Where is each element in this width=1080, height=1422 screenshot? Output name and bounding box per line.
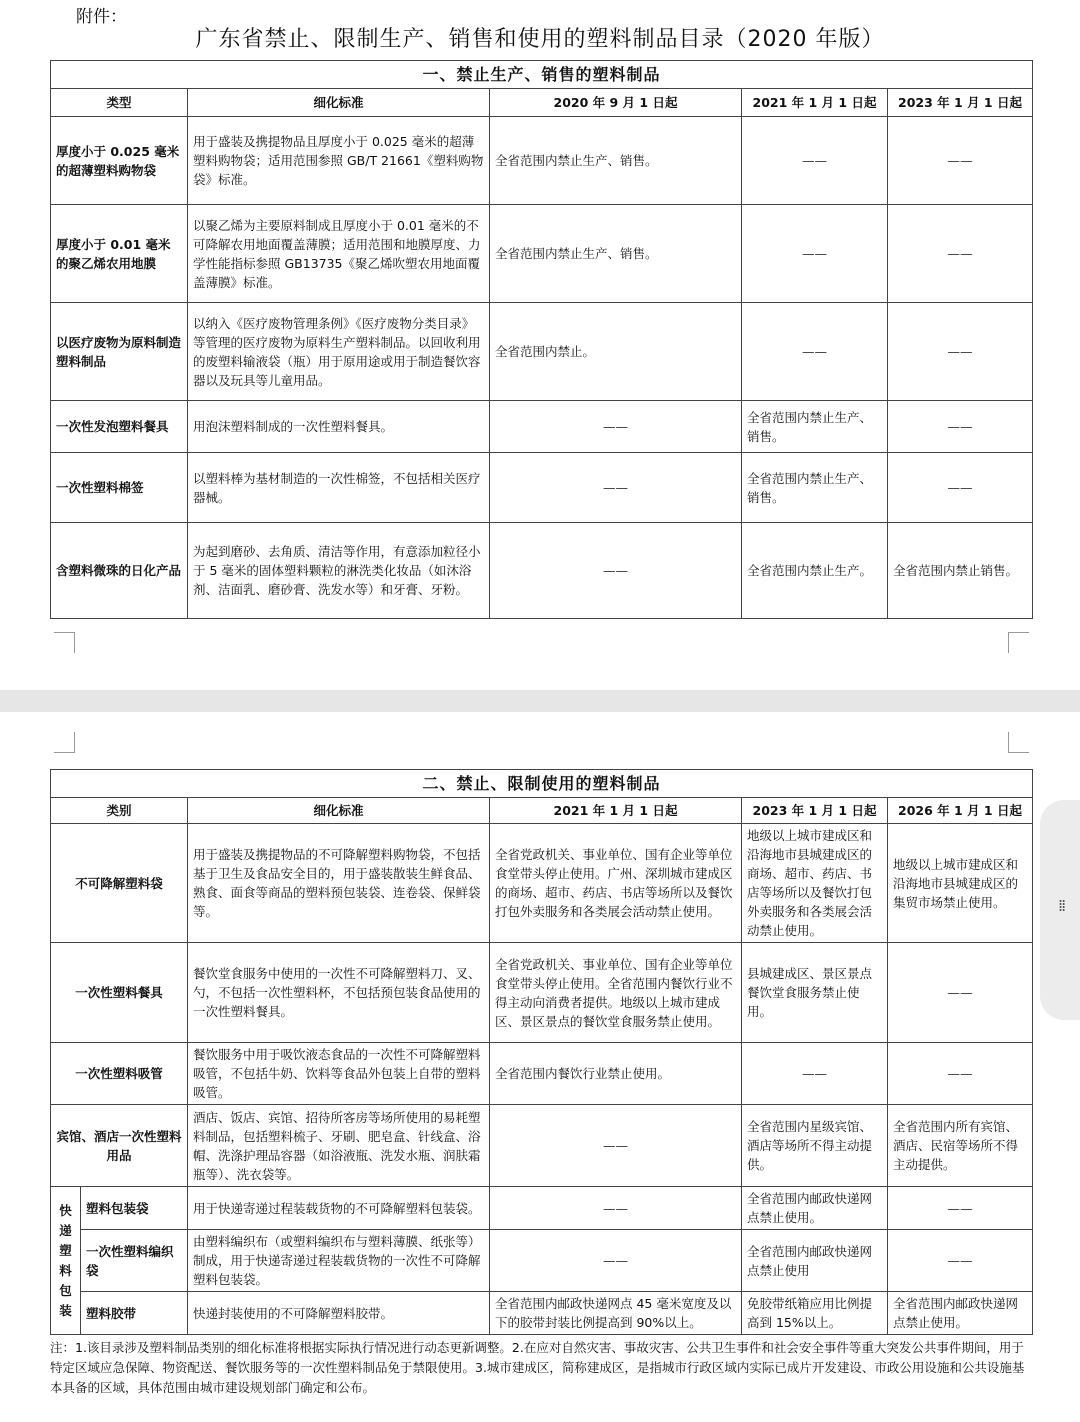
row-type: 厚度小于 0.025 毫米的超薄塑料购物袋 [51,117,188,205]
column-header: 类别 [51,798,188,824]
row-cell: —— [888,205,1033,303]
row-standard: 用于盛装及携提物品的不可降解塑料购物袋，不包括基于卫生及食品安全目的，用于盛装散装生鲜食品、熟食、面食等商品的塑料预包装袋、连卷袋、保鲜袋等。 [188,824,490,943]
row-cell: 全省范围内禁止生产、销售。 [742,401,888,453]
table-row [51,1187,1033,1230]
row-type: 不可降解塑料袋 [51,824,188,943]
document-page-1 [0,0,1080,690]
table-row [51,1230,1033,1292]
table-row [51,117,1033,205]
row-cell: 地级以上城市建成区和沿海地市县城建成区的集贸市场禁止使用。 [888,824,1033,943]
table-row [51,1105,1033,1187]
row-cell: —— [490,523,742,619]
row-cell: —— [888,1043,1033,1105]
page-corner-mark [54,732,75,753]
drag-grip-icon[interactable]: ⁞⁞ [1058,896,1065,915]
row-type: 一次性塑料吸管 [51,1043,188,1105]
page-corner-mark [1008,632,1029,653]
row-standard: 以塑料棒为基材制造的一次性棉签，不包括相关医疗器械。 [188,453,490,523]
row-cell: —— [888,401,1033,453]
row-type: 塑料包装袋 [81,1187,188,1230]
column-header: 2021 年 1 月 1 日起 [490,798,742,824]
page-corner-mark [54,632,75,653]
row-type: 塑料胶带 [81,1292,188,1335]
row-cell: —— [888,303,1033,401]
row-cell: —— [490,1105,742,1187]
table-row [51,523,1033,619]
table-row [51,453,1033,523]
section-title: 二、禁止、限制使用的塑料制品 [51,770,1033,798]
attachment-label: 附件： [76,7,127,27]
row-cell: —— [490,1187,742,1230]
column-header: 类型 [51,89,188,117]
row-cell: 全省范围内所有宾馆、酒店、民宿等场所不得主动提供。 [888,1105,1033,1187]
table-row [51,205,1033,303]
row-type: 含塑料微珠的日化产品 [51,523,188,619]
row-type: 宾馆、酒店一次性塑料用品 [51,1105,188,1187]
table-row [51,824,1033,943]
row-standard: 快递封装使用的不可降解塑料胶带。 [188,1292,490,1335]
row-standard: 以纳入《医疗废物管理条例》《医疗废物分类目录》等管理的医疗废物为原料生产塑料制品。以回收利用的废塑料输液袋（瓶）用于原用途或用于制造餐饮容器以及玩具等儿童用品。 [188,303,490,401]
row-cell: —— [490,401,742,453]
ban-production-table [50,60,1033,619]
row-standard: 以聚乙烯为主要原料制成且厚度小于 0.01 毫米的不可降解农用地面覆盖薄膜；适用范围和地膜厚度、力学性能指标参照 GB13735《聚乙烯吹塑农用地面覆盖薄膜》标准。 [188,205,490,303]
row-cell: —— [888,117,1033,205]
row-standard: 用于盛装及携提物品且厚度小于 0.025 毫米的超薄塑料购物袋；适用范围参照 GB/T 21661《塑料购物袋》标准。 [188,117,490,205]
page-separator [0,690,1080,712]
row-cell: —— [742,205,888,303]
row-cell: —— [888,453,1033,523]
column-header: 2026 年 1 月 1 日起 [888,798,1033,824]
row-cell: —— [888,1230,1033,1292]
row-cell: 全省范围内禁止生产。 [742,523,888,619]
table-row [51,1043,1033,1105]
row-cell: 全省党政机关、事业单位、国有企业等单位食堂带头停止使用。全省范围内餐饮行业不得主动向消费者提供。地级以上城市建成区、景区景点的餐饮堂食服务禁止使用。 [490,943,742,1043]
row-type: 一次性塑料餐具 [51,943,188,1043]
row-cell: 全省范围内星级宾馆、酒店等场所不得主动提供。 [742,1105,888,1187]
row-cell: 全省范围内禁止生产、销售。 [742,453,888,523]
row-standard: 用泡沫塑料制成的一次性塑料餐具。 [188,401,490,453]
row-standard: 由塑料编织布（或塑料编织布与塑料薄膜、纸张等）制成，用于快递寄递过程装载货物的一次性不可降解塑料包装袋。 [188,1230,490,1292]
column-header: 2023 年 1 月 1 日起 [888,89,1033,117]
row-standard: 餐饮堂食服务中使用的一次性不可降解塑料刀、叉、勺，不包括一次性塑料杯，不包括预包装食品使用的一次性塑料餐具。 [188,943,490,1043]
row-cell: 全省范围内禁止销售。 [888,523,1033,619]
row-cell: 全省范围内邮政快递网点禁止使用 [742,1230,888,1292]
row-cell: 地级以上城市建成区和沿海地市县城建成区的商场、超市、药店、书店等场所以及餐饮打包外卖服务和各类展会活动禁止使用。 [742,824,888,943]
express-group-text: 快 递 塑 料 包 装 [59,1202,72,1318]
row-cell: —— [490,453,742,523]
row-type: 一次性塑料棉签 [51,453,188,523]
row-type: 厚度小于 0.01 毫米的聚乙烯农用地膜 [51,205,188,303]
row-standard: 酒店、饭店、宾馆、招待所客房等场所使用的易耗塑料制品，包括塑料梳子、牙刷、肥皂盒、针线盒、浴帽、洗涤护理品容器（如浴液瓶、洗发水瓶、润肤霜瓶等）、洗衣袋等。 [188,1105,490,1187]
row-cell: 全省范围内禁止生产、销售。 [490,205,742,303]
row-cell: —— [742,1043,888,1105]
row-cell: 免胶带纸箱应用比例提高到 15%以上。 [742,1292,888,1335]
page-corner-mark [1008,732,1029,753]
column-header: 2020 年 9 月 1 日起 [490,89,742,117]
column-header: 细化标准 [188,89,490,117]
row-cell: 全省范围内邮政快递网点禁止使用。 [742,1187,888,1230]
row-cell: —— [742,117,888,205]
row-cell: —— [742,303,888,401]
row-cell: 全省范围内邮政快递网点禁止使用。 [888,1292,1033,1335]
table-row [51,943,1033,1043]
ban-use-table [50,769,1033,1335]
table-row [51,1292,1033,1335]
table-row [51,303,1033,401]
row-cell: 全省范围内邮政快递网点 45 毫米宽度及以下的胶带封装比例提高到 90%以上。 [490,1292,742,1335]
row-cell: 全省范围内禁止。 [490,303,742,401]
row-cell: 全省范围内餐饮行业禁止使用。 [490,1043,742,1105]
row-cell: —— [490,1230,742,1292]
row-standard: 为起到磨砂、去角质、清洁等作用，有意添加粒径小于 5 毫米的固体塑料颗粒的淋洗类化妆品（如沐浴剂、洁面乳、磨砂膏、洗发水等）和牙膏、牙粉。 [188,523,490,619]
row-cell: 县城建成区、景区景点餐饮堂食服务禁止使用。 [742,943,888,1043]
section-title: 一、禁止生产、销售的塑料制品 [51,61,1033,89]
table-row [51,401,1033,453]
footnote: 注：1.该目录涉及塑料制品类别的细化标准将根据实际执行情况进行动态更新调整。2.在应对自然灾害、事故灾害、公共卫生事件和社会安全事件等重大突发公共事件期间，用于特定区域应急保障、物资配送、餐饮服务等的一次性塑料制品免于禁限使用。3.城市建成区，简称建成区，是指城市行政区域内实际已成片开发建设、市政公用设施和公共设施基本具备的区域，具体范围由城市建设规划部门确定和公布。 [50,1340,1025,1395]
row-type: 以医疗废物为原料制造塑料制品 [51,303,188,401]
row-cell: —— [888,943,1033,1043]
row-standard: 用于快递寄递过程装载货物的不可降解塑料包装袋。 [188,1187,490,1230]
express-group-label [51,1187,81,1335]
row-cell: 全省党政机关、事业单位、国有企业等单位食堂带头停止使用。广州、深圳城市建成区的商场、超市、药店、书店等场所以及餐饮打包外卖服务和各类展会活动禁止使用。 [490,824,742,943]
document-title: 广东省禁止、限制生产、销售和使用的塑料制品目录（2020 年版） [195,27,885,52]
row-type: 一次性塑料编织袋 [81,1230,188,1292]
column-header: 细化标准 [188,798,490,824]
row-cell: 全省范围内禁止生产、销售。 [490,117,742,205]
row-cell: —— [888,1187,1033,1230]
row-type: 一次性发泡塑料餐具 [51,401,188,453]
column-header: 2023 年 1 月 1 日起 [742,798,888,824]
column-header: 2021 年 1 月 1 日起 [742,89,888,117]
row-standard: 餐饮服务中用于吸饮液态食品的一次性不可降解塑料吸管，不包括牛奶、饮料等食品外包装上自带的塑料吸管。 [188,1043,490,1105]
